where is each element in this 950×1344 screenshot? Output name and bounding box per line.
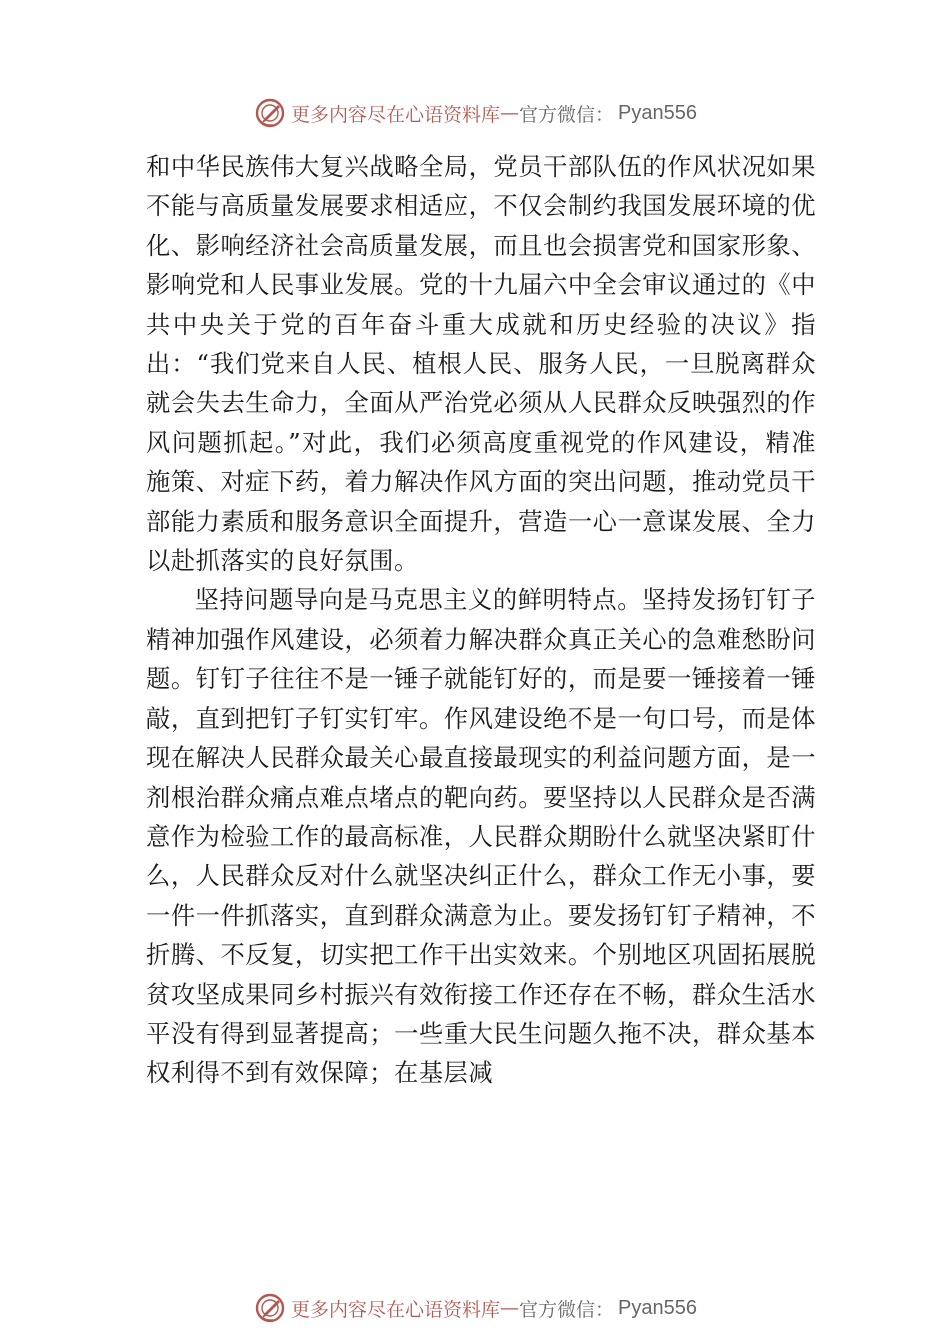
wechat-label: 官方微信： <box>519 1298 615 1321</box>
paragraph: 和中华民族伟大复兴战略全局，党员干部队伍的作风状况如果不能与高质量发展要求相适应，不仅会制约我国发展环境的优化、影响经济社会高质量发展，而且也会损害党和国家形象、影响党和人民事业发展。党的十九届六中全会审议通过的《中共中央关于党的百年奋斗重大成就和历史经验的决议》指出：“我们党来自人民、植根人民、服务人民，一旦脱离群众就会失去生命力，全面从严治党必须从人民群众反映强烈的作风问题抓起。”对此，我们必须高度重视党的作风建设，精准施策、对症下药，着力解决作风方面的突出问题，推动党员干部能力素质和服务意识全面提升，营造一心一意谋发展、全力以赴抓落实的良好氛围。 <box>146 152 816 576</box>
brand-logo-icon <box>253 1291 287 1325</box>
header-banner <box>0 93 950 133</box>
document-body <box>146 147 816 1093</box>
wechat-label: 官方微信： <box>519 103 615 126</box>
wechat-id: Pyan556 <box>618 1296 697 1319</box>
footer-banner <box>0 1288 950 1328</box>
banner-separator: — <box>500 1297 520 1319</box>
banner-separator: — <box>500 102 520 124</box>
brand-text: 更多内容尽在心语资料库 <box>291 1298 501 1321</box>
brand-text: 更多内容尽在心语资料库 <box>291 103 501 126</box>
wechat-id: Pyan556 <box>618 101 697 124</box>
paragraph: 坚持问题导向是马克思主义的鲜明特点。坚持发扬钉钉子精神加强作风建设，必须着力解决群众真正关心的急难愁盼问题。钉钉子往往不是一锤子就能钉好的，而是要一锤接着一锤敲，直到把钉子钉实钉牢。作风建设绝不是一句口号，而是体现在解决人民群众最关心最直接最现实的利益问题方面，是一剂根治群众痛点难点堵点的靶向药。要坚持以人民群众是否满意作为检验工作的最高标准，人民群众期盼什么就坚决紧盯什么，人民群众反对什么就坚决纠正什么，群众工作无小事，要一件一件抓落实，直到群众满意为止。要发扬钉钉子精神，不折腾、不反复，切实把工作干出实效来。个别地区巩固拓展脱贫攻坚成果同乡村振兴有效衔接工作还存在不畅，群众生活水平没有得到显著提高；一些重大民生问题久拖不决，群众基本权利得不到有效保障；在基层减 <box>146 585 816 1088</box>
brand-logo-icon <box>253 96 287 130</box>
